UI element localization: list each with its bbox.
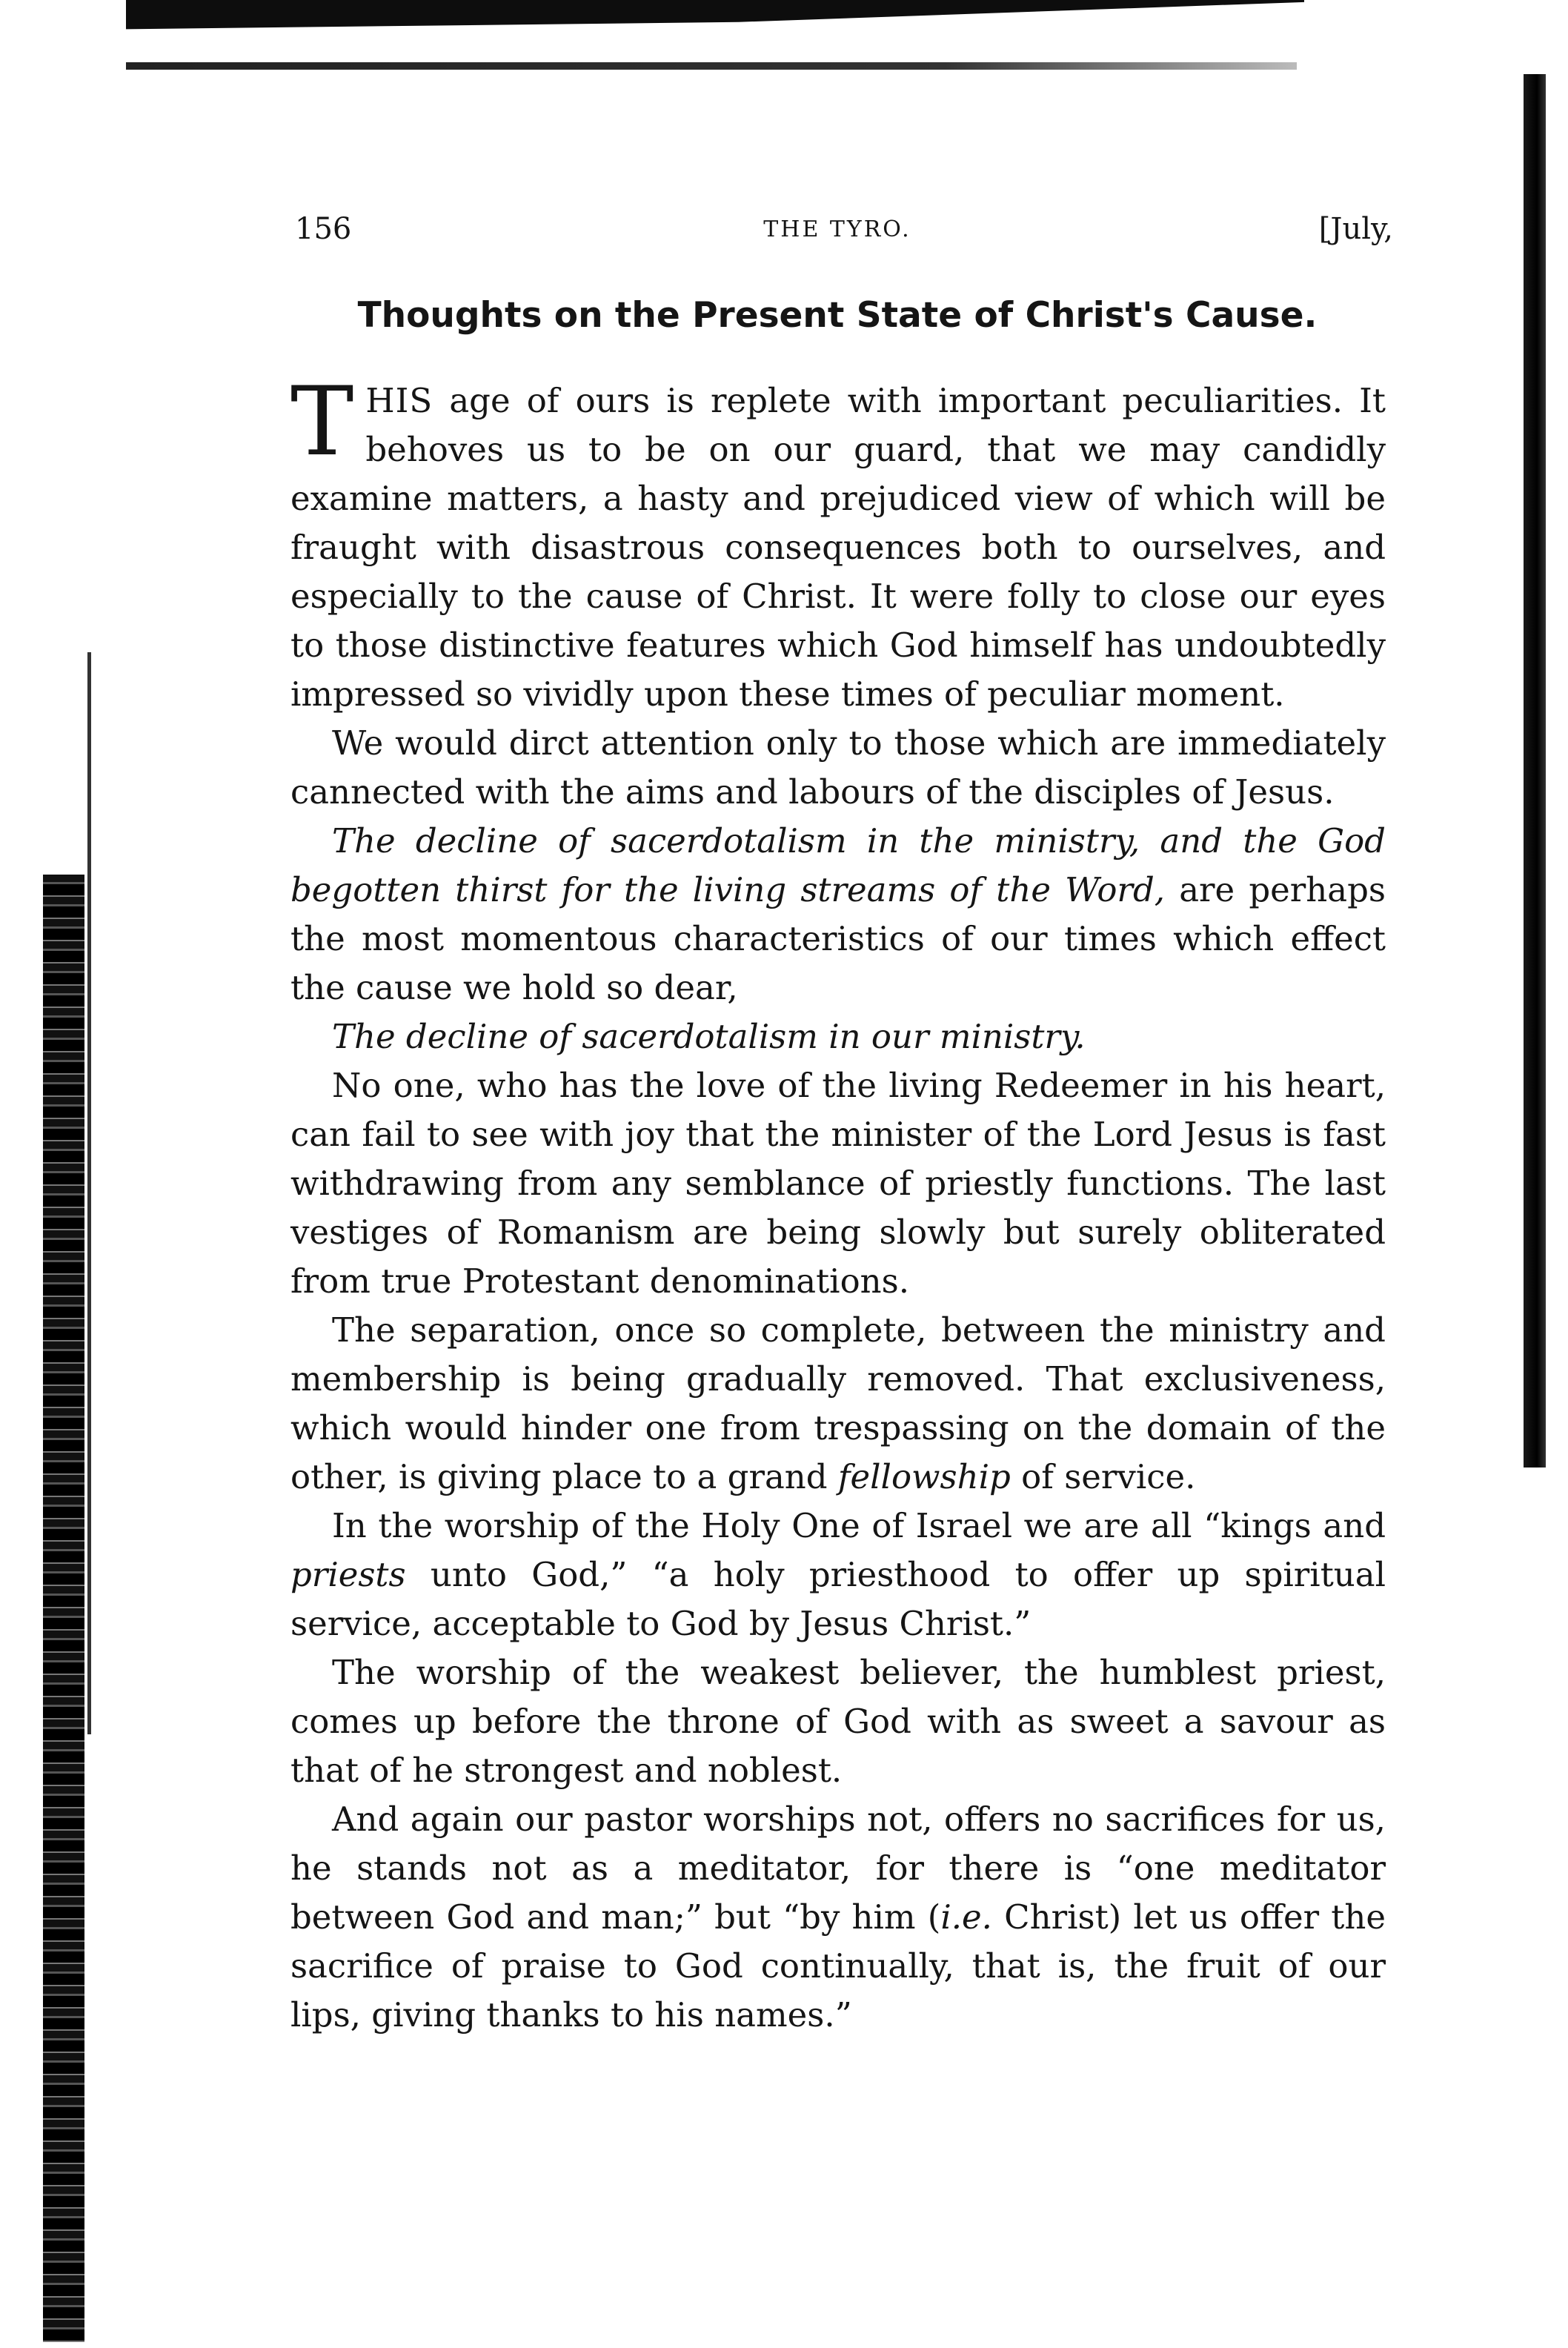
scan-edge-right [1524,74,1546,1468]
paragraph-6-italic: fellowship [837,1457,1011,1496]
paragraph-8: The worship of the weakest believer, the humblest priest, comes up before the throne of God with as sweet a savour as that of he strongest and noblest. [290,1653,1386,1790]
article-body [290,367,1386,2040]
running-header [282,212,1393,256]
paragraph-3-text: are perhaps the most momentous characteristics of our times which effect the cause we hold so dear, [290,870,1386,1007]
scan-edge-top [126,0,1304,36]
paragraph-7-italic: priests [290,1555,406,1594]
scan-rule-top [126,62,1297,70]
article-title: Thoughts on the Present State of Christ's Cause. [357,295,1318,336]
paragraph-9-text-a: And again our pastor worships not, offers no sacrifices for us, he stands not as a meditator, for there is “one meditator between God and man;” but “by him ( [290,1800,1386,1937]
running-title: THE TYRO. [763,216,911,242]
paragraph-1-text: age of ours is replete with important peculiarities. It behoves us to be on our guard, that we may candidly examine matters, a hasty and prejudiced view of which will be fraught with disastrous consequences both to ourselves, and especially to the cause of Christ. It were folly to close our eyes to those distinctive features which God himself has undoubtedly impressed so vividly upon these times of peculiar moment. [290,381,1386,714]
drop-cap: T [290,367,354,477]
paragraph-2: We would dirct attention only to those which are immediately cannected with the aims and labours of the disciples of Jesus. [290,723,1386,812]
paragraph-7 [290,1502,1386,1648]
paragraph-6-text-a: The separation, once so complete, between the ministry and membership is being gradually removed. That exclusiveness, which would hinder one from trespassing on the domain of the other, is giving place to a grand [290,1310,1386,1496]
section-heading: The decline of sacerdotalism in our ministry. [332,1017,1086,1056]
page-number: 156 [295,212,352,246]
paragraph-7-text-b: unto God,” “a holy priesthood to offer up spiritual service, acceptable to God by Jesus Christ.” [290,1555,1386,1643]
lead-word: HIS [365,381,433,420]
paragraph-9 [290,1795,1386,2040]
paragraph-6 [290,1306,1386,1502]
paragraph-9-italic: i.e. [940,1897,992,1937]
scan-edge-left [43,875,84,2342]
paragraph-3 [290,817,1386,1012]
paragraph-7-text-a: In the worship of the Holy One of Israel we are all “kings and [332,1506,1386,1545]
scan-rule-left [87,652,91,1734]
paragraph-1 [290,367,1386,719]
paragraph-5: No one, who has the love of the living Redeemer in his heart, can fail to see with joy that the minister of the Lord Jesus is fast withdrawing from any semblance of priestly functions. The last vestiges of Romanism are being slowly but surely obliterated from true Protestant denominations. [290,1066,1386,1301]
paragraph-9-text-b: Christ) let us offer the sacrifice of praise to God continually, that is, the fruit of our lips, giving thanks to his names.” [290,1897,1386,2034]
running-date: [July, [1318,212,1393,246]
paragraph-6-text-b: of service. [1010,1457,1196,1496]
paragraph-3-italic: The decline of sacerdotalism in the ministry, and the God begotten thirst for the living streams of the Word, [290,821,1386,909]
